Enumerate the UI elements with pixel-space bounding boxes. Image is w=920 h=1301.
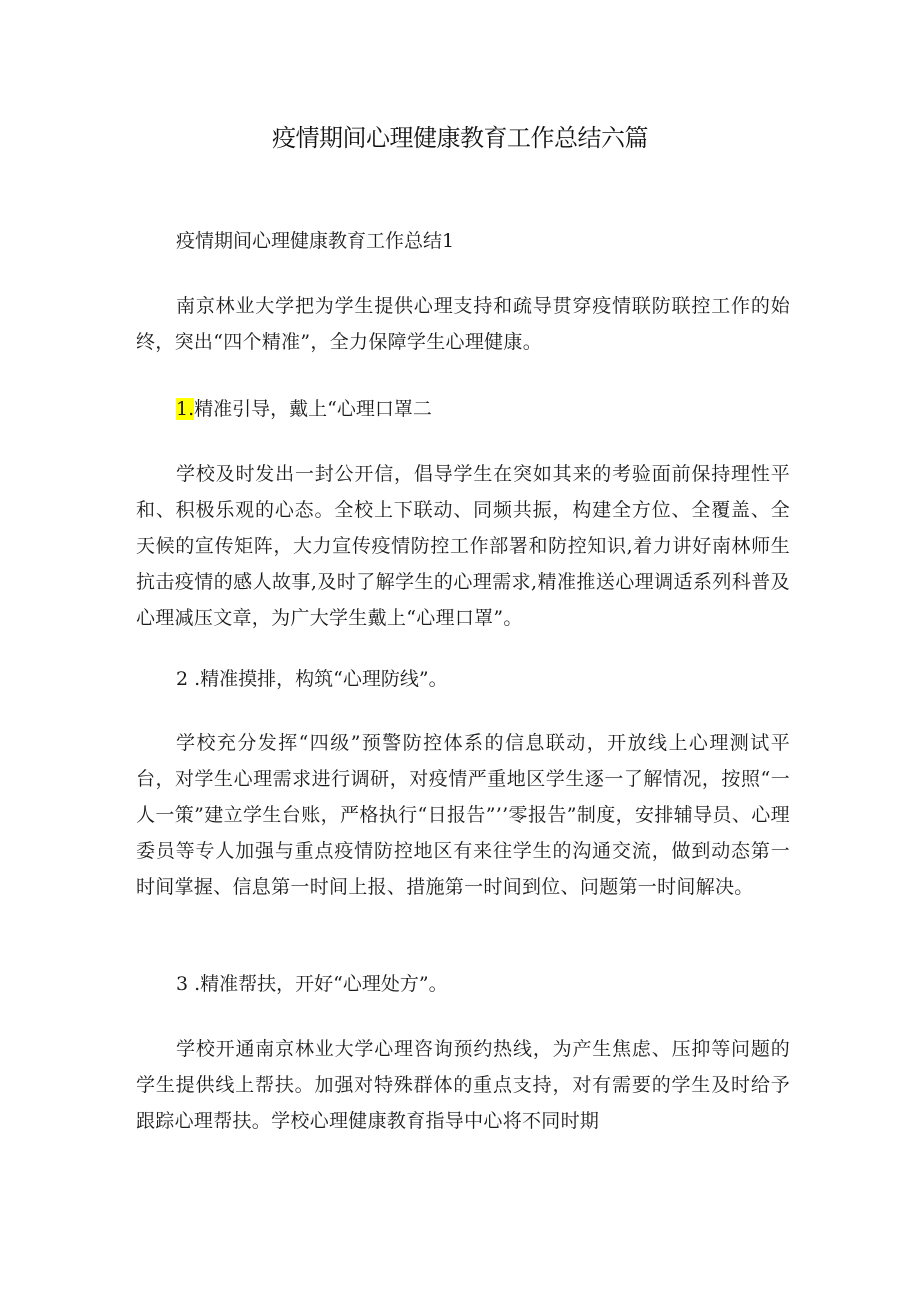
document-title: 疫情期间心理健康教育工作总结六篇 (272, 124, 648, 152)
section-2-heading: 2 .精准摸排，构筑“心理防线”。 (176, 668, 448, 690)
section-3-heading: 3 .精准帮扶，开好“心理处方”。 (176, 973, 448, 995)
section-2-paragraph: 学校充分发挥“四级”预警防控体系的信息联动，开放线上心理测试平台，对学生心理需求进行调研，对疫情严重地区学生逐一了解情况，按照“一人一策”建立学生台账，严格执行“日报告”’’零报告”制度，安排辅导员、心理委员等专人加强与重点疫情防控地区有来往学生的沟通交流，做到动态第一时间掌握、信息第一时间上报、措施第一时间到位、问题第一时间解决。 (136, 732, 790, 898)
section-1-paragraph: 学校及时发出一封公开信，倡导学生在突如其来的考验面前保持理性平和、积极乐观的心态。全校上下联动、同频共振，构建全方位、全覆盖、全天候的宣传矩阵，大力宣传疫情防控工作部署和防控知识,着力讲好南林师生抗击疫情的感人故事,及时了解学生的心理需求,精准推送心理调适系列科普及心理减压文章，为广大学生戴上“心理口罩”。 (136, 463, 790, 629)
section-3-paragraph: 学校开通南京林业大学心理咨询预约热线，为产生焦虑、压抑等问题的学生提供线上帮扶。加强对特殊群体的重点支持，对有需要的学生及时给予跟踪心理帮扶。学校心理健康教育指导中心将不同时期 (136, 1038, 790, 1132)
section-1-heading-text: 精准引导，戴上“心理口罩二 (194, 398, 432, 420)
section-1-heading (176, 394, 432, 421)
document-subtitle: 疫情期间心理健康教育工作总结1 (176, 230, 455, 252)
section-1-number-highlight: 1. (176, 398, 195, 420)
intro-paragraph: 南京林业大学把为学生提供心理支持和疏导贯穿疫情联防联控工作的始终，突出“四个精准”，全力保障学生心理健康。 (136, 295, 790, 353)
